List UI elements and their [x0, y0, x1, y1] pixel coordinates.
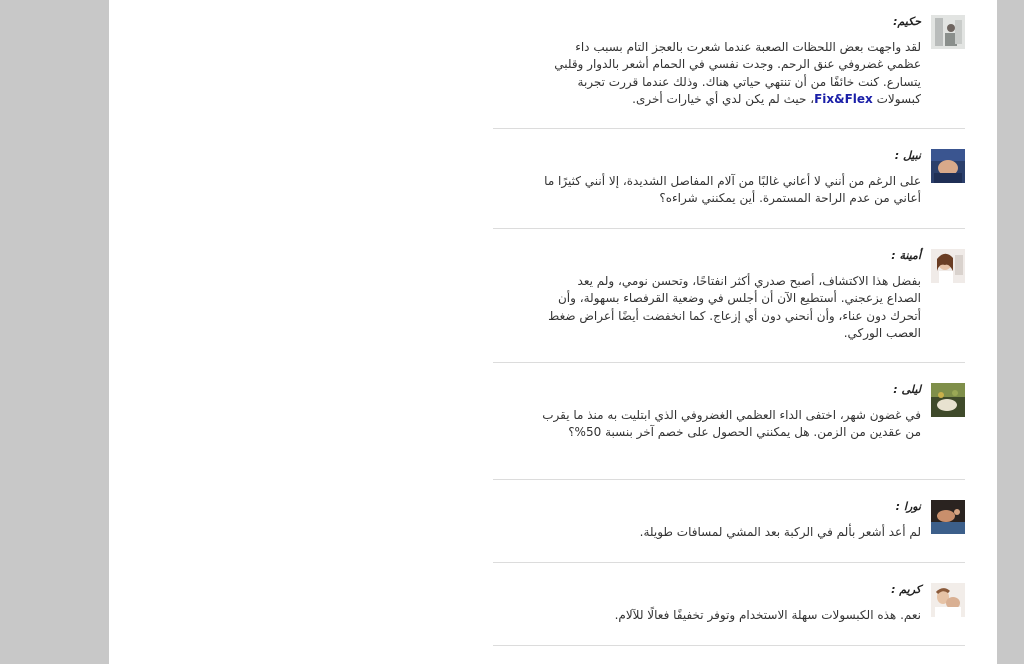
comment-text-part: لقد واجهت بعض اللحظات الصعبة عندما شعرت بالعجز التام بسبب داء عظمي غضروفي عنق الرحم. وجدت نفسي في الحمام أشعر بالدوار وقلبي يتسارع. كنت خائفًا من أن تنتهي حياتي هناك. وذلك عندما قررت تجربة كبسولات	[554, 40, 921, 106]
comment-text: لم أعد أشعر بألم في الركبة بعد المشي لمسافات طويلة.	[639, 525, 921, 539]
noura-avatar	[931, 500, 965, 534]
nabil-avatar	[931, 149, 965, 183]
amina-avatar	[931, 249, 965, 283]
comments-list	[493, 0, 965, 646]
commenter-name: حكيم:	[893, 15, 921, 28]
commenter-name: ليلى :	[893, 383, 921, 396]
comment-item	[493, 480, 965, 563]
comment-item	[493, 363, 965, 480]
commenter-name: كريم :	[891, 583, 921, 596]
hakim-avatar	[931, 15, 965, 49]
commenter-name: نبيل :	[894, 149, 921, 162]
comment-item	[493, 0, 965, 129]
layla-avatar	[931, 383, 965, 417]
comment-text: نعم. هذه الكبسولات سهلة الاستخدام وتوفر تخفيفًا فعالًا للآلام.	[614, 608, 921, 622]
comment-text: على الرغم من أنني لا أعاني غالبًا من آلام المفاصل الشديدة، إلا أنني كثيرًا ما أعاني من عدم الراحة المستمرة. أين يمكنني شراءه؟	[544, 174, 921, 206]
comment-item	[493, 129, 965, 229]
comment-item	[493, 229, 965, 363]
comment-text	[541, 39, 921, 108]
karim-avatar	[931, 583, 965, 617]
comment-text-part: ، حيث لم يكن لدي أي خيارات أخرى.	[632, 91, 815, 106]
comment-text: بفضل هذا الاكتشاف، أصبح صدري أكثر انفتاحًا، وتحسن نومي، ولم يعد الصداع يزعجني. أستطيع الآن أن أجلس في وضعية القرفصاء بسهولة، وأن أتحرك دون عناء، وأن أنحني دون أي إزعاج. كما انخفضت أيضًا أعراض ضغط العصب الوركي.	[548, 274, 921, 340]
brand-name: Fix&Flex	[814, 91, 873, 106]
page-content	[109, 0, 997, 664]
commenter-name: نورا :	[895, 500, 921, 513]
commenter-name: أمينة :	[891, 249, 921, 262]
comment-item	[493, 563, 965, 646]
comment-text: في غضون شهر، اختفى الداء العظمي الغضروفي الذي ابتليت به منذ ما يقرب من عقدين من الزمن. هل يمكنني الحصول على خصم آخر بنسبة 50%؟	[542, 408, 921, 440]
